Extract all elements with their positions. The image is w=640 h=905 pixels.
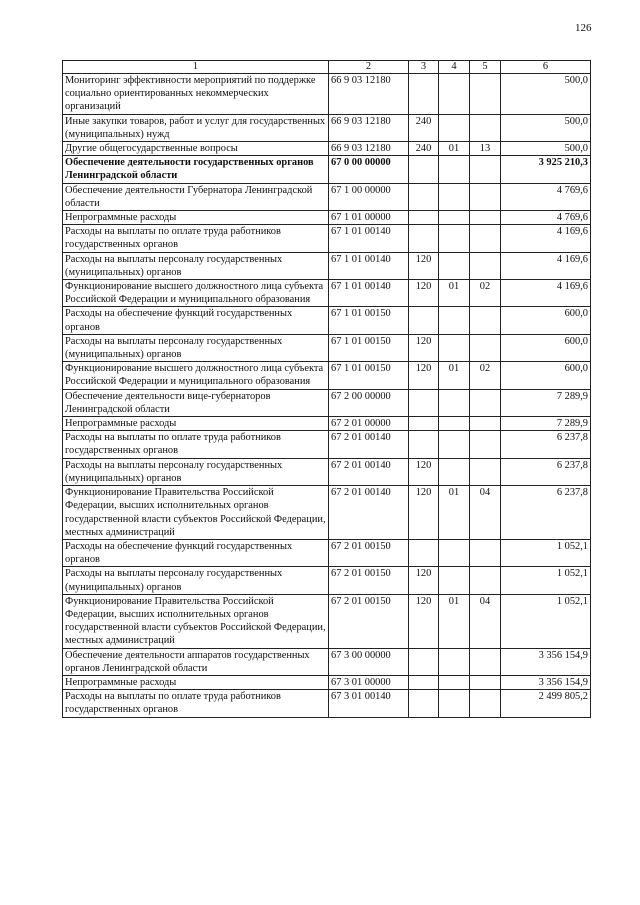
- amount-cell: 600,0: [501, 307, 591, 334]
- subsection-cell: [470, 114, 501, 141]
- table-row: [63, 539, 591, 566]
- table-row: [63, 114, 591, 141]
- subsection-cell: [470, 74, 501, 115]
- table-row: [63, 648, 591, 675]
- section-cell: [439, 690, 470, 717]
- target-code-cell: 67 1 01 00150: [329, 307, 409, 334]
- section-cell: [439, 74, 470, 115]
- target-code-cell: 66 9 03 12180: [329, 114, 409, 141]
- table-row: [63, 458, 591, 485]
- expense-type-cell: 120: [409, 252, 439, 279]
- amount-cell: 4 169,6: [501, 280, 591, 307]
- target-code-cell: 67 2 01 00150: [329, 594, 409, 648]
- expense-name-cell: Обеспечение деятельности аппаратов государственных органов Ленинградской области: [63, 648, 329, 675]
- expense-type-cell: 120: [409, 362, 439, 389]
- subsection-cell: [470, 648, 501, 675]
- section-cell: [439, 458, 470, 485]
- amount-cell: 2 499 805,2: [501, 690, 591, 717]
- expense-type-cell: [409, 648, 439, 675]
- subsection-cell: [470, 539, 501, 566]
- amount-cell: 500,0: [501, 74, 591, 115]
- expense-type-cell: [409, 156, 439, 183]
- expense-type-cell: [409, 211, 439, 225]
- section-cell: [439, 252, 470, 279]
- expense-name-cell: Непрограммные расходы: [63, 211, 329, 225]
- target-code-cell: 66 9 03 12180: [329, 74, 409, 115]
- amount-cell: 1 052,1: [501, 594, 591, 648]
- section-cell: 01: [439, 142, 470, 156]
- section-cell: 01: [439, 280, 470, 307]
- header-col-5: 5: [470, 61, 501, 74]
- table-row: [63, 594, 591, 648]
- section-cell: [439, 183, 470, 210]
- amount-cell: 6 237,8: [501, 431, 591, 458]
- expense-name-cell: Иные закупки товаров, работ и услуг для государственных (муниципальных) нужд: [63, 114, 329, 141]
- expense-name-cell: Другие общегосударственные вопросы: [63, 142, 329, 156]
- amount-cell: 600,0: [501, 334, 591, 361]
- section-cell: [439, 648, 470, 675]
- expense-type-cell: [409, 225, 439, 252]
- expense-name-cell: Расходы на выплаты персоналу государственных (муниципальных) органов: [63, 334, 329, 361]
- expense-type-cell: 120: [409, 486, 439, 540]
- section-cell: 01: [439, 362, 470, 389]
- table-row: [63, 675, 591, 689]
- table-row: [63, 280, 591, 307]
- target-code-cell: 67 1 01 00150: [329, 362, 409, 389]
- section-cell: [439, 334, 470, 361]
- expense-type-cell: 120: [409, 567, 439, 594]
- budget-table: [62, 60, 591, 718]
- subsection-cell: [470, 156, 501, 183]
- expense-name-cell: Расходы на выплаты по оплате труда работников государственных органов: [63, 225, 329, 252]
- target-code-cell: 67 1 01 00140: [329, 225, 409, 252]
- subsection-cell: 02: [470, 280, 501, 307]
- section-cell: [439, 114, 470, 141]
- section-cell: [439, 675, 470, 689]
- expense-name-cell: Расходы на обеспечение функций государственных органов: [63, 539, 329, 566]
- expense-type-cell: [409, 183, 439, 210]
- amount-cell: 4 769,6: [501, 183, 591, 210]
- target-code-cell: 67 1 01 00150: [329, 334, 409, 361]
- table-row: [63, 156, 591, 183]
- subsection-cell: [470, 567, 501, 594]
- target-code-cell: 67 2 00 00000: [329, 389, 409, 416]
- expense-name-cell: Функционирование Правительства Российской Федерации, высших исполнительных органов государственной власти субъектов Российской Федерации, местных администраций: [63, 594, 329, 648]
- target-code-cell: 67 2 01 00140: [329, 486, 409, 540]
- expense-name-cell: Мониторинг эффективности мероприятий по поддержке социально ориентированных некоммерческих организаций: [63, 74, 329, 115]
- expense-type-cell: [409, 74, 439, 115]
- table-row: [63, 211, 591, 225]
- subsection-cell: 02: [470, 362, 501, 389]
- table-row: [63, 486, 591, 540]
- expense-name-cell: Обеспечение деятельности вице-губернаторов Ленинградской области: [63, 389, 329, 416]
- header-col-6: 6: [501, 61, 591, 74]
- expense-type-cell: 240: [409, 114, 439, 141]
- amount-cell: 1 052,1: [501, 539, 591, 566]
- section-cell: [439, 225, 470, 252]
- expense-name-cell: Расходы на выплаты по оплате труда работников государственных органов: [63, 690, 329, 717]
- target-code-cell: 66 9 03 12180: [329, 142, 409, 156]
- target-code-cell: 67 3 01 00000: [329, 675, 409, 689]
- amount-cell: 500,0: [501, 114, 591, 141]
- subsection-cell: [470, 690, 501, 717]
- subsection-cell: [470, 389, 501, 416]
- expense-type-cell: 120: [409, 594, 439, 648]
- amount-cell: 4 169,6: [501, 252, 591, 279]
- expense-name-cell: Функционирование высшего должностного лица субъекта Российской Федерации и муниципального образования: [63, 280, 329, 307]
- header-row: [63, 61, 591, 74]
- amount-cell: 600,0: [501, 362, 591, 389]
- table-row: [63, 567, 591, 594]
- expense-type-cell: 240: [409, 142, 439, 156]
- header-col-4: 4: [439, 61, 470, 74]
- table-row: [63, 225, 591, 252]
- subsection-cell: 13: [470, 142, 501, 156]
- amount-cell: 500,0: [501, 142, 591, 156]
- subsection-cell: 04: [470, 594, 501, 648]
- section-cell: 01: [439, 594, 470, 648]
- expense-name-cell: Обеспечение деятельности государственных органов Ленинградской области: [63, 156, 329, 183]
- expense-type-cell: [409, 675, 439, 689]
- target-code-cell: 67 1 01 00140: [329, 280, 409, 307]
- expense-type-cell: [409, 389, 439, 416]
- target-code-cell: 67 1 01 00140: [329, 252, 409, 279]
- subsection-cell: [470, 183, 501, 210]
- table-row: [63, 252, 591, 279]
- table-row: [63, 142, 591, 156]
- amount-cell: 7 289,9: [501, 417, 591, 431]
- expense-name-cell: Расходы на выплаты персоналу государственных (муниципальных) органов: [63, 252, 329, 279]
- target-code-cell: 67 1 01 00000: [329, 211, 409, 225]
- expense-name-cell: Расходы на выплаты персоналу государственных (муниципальных) органов: [63, 567, 329, 594]
- expense-type-cell: 120: [409, 280, 439, 307]
- amount-cell: 3 356 154,9: [501, 675, 591, 689]
- target-code-cell: 67 3 00 00000: [329, 648, 409, 675]
- page-number: 126: [575, 22, 592, 34]
- subsection-cell: 04: [470, 486, 501, 540]
- table-row: [63, 334, 591, 361]
- expense-name-cell: Непрограммные расходы: [63, 675, 329, 689]
- amount-cell: 3 925 210,3: [501, 156, 591, 183]
- amount-cell: 3 356 154,9: [501, 648, 591, 675]
- header-col-1: 1: [63, 61, 329, 74]
- target-code-cell: 67 2 01 00150: [329, 567, 409, 594]
- table-header: [63, 61, 591, 74]
- expense-type-cell: [409, 417, 439, 431]
- subsection-cell: [470, 458, 501, 485]
- section-cell: 01: [439, 486, 470, 540]
- amount-cell: 7 289,9: [501, 389, 591, 416]
- expense-name-cell: Функционирование высшего должностного лица субъекта Российской Федерации и муниципального образования: [63, 362, 329, 389]
- table-row: [63, 431, 591, 458]
- expense-name-cell: Непрограммные расходы: [63, 417, 329, 431]
- subsection-cell: [470, 307, 501, 334]
- target-code-cell: 67 1 00 00000: [329, 183, 409, 210]
- section-cell: [439, 431, 470, 458]
- table-body: [63, 74, 591, 718]
- subsection-cell: [470, 431, 501, 458]
- section-cell: [439, 211, 470, 225]
- target-code-cell: 67 2 01 00000: [329, 417, 409, 431]
- subsection-cell: [470, 417, 501, 431]
- table-row: [63, 74, 591, 115]
- header-col-3: 3: [409, 61, 439, 74]
- target-code-cell: 67 2 01 00150: [329, 539, 409, 566]
- target-code-cell: 67 2 01 00140: [329, 431, 409, 458]
- amount-cell: 6 237,8: [501, 486, 591, 540]
- section-cell: [439, 567, 470, 594]
- subsection-cell: [470, 252, 501, 279]
- expense-name-cell: Расходы на выплаты по оплате труда работников государственных органов: [63, 431, 329, 458]
- section-cell: [439, 417, 470, 431]
- subsection-cell: [470, 211, 501, 225]
- expense-type-cell: 120: [409, 458, 439, 485]
- expense-type-cell: [409, 539, 439, 566]
- amount-cell: 4 769,6: [501, 211, 591, 225]
- expense-name-cell: Расходы на обеспечение функций государственных органов: [63, 307, 329, 334]
- amount-cell: 6 237,8: [501, 458, 591, 485]
- table-row: [63, 307, 591, 334]
- section-cell: [439, 539, 470, 566]
- expense-name-cell: Обеспечение деятельности Губернатора Ленинградской области: [63, 183, 329, 210]
- expense-name-cell: Функционирование Правительства Российской Федерации, высших исполнительных органов государственной власти субъектов Российской Федерации, местных администраций: [63, 486, 329, 540]
- section-cell: [439, 156, 470, 183]
- expense-type-cell: 120: [409, 334, 439, 361]
- table-row: [63, 183, 591, 210]
- table-row: [63, 362, 591, 389]
- target-code-cell: 67 2 01 00140: [329, 458, 409, 485]
- section-cell: [439, 307, 470, 334]
- target-code-cell: 67 3 01 00140: [329, 690, 409, 717]
- table-row: [63, 389, 591, 416]
- expense-name-cell: Расходы на выплаты персоналу государственных (муниципальных) органов: [63, 458, 329, 485]
- amount-cell: 1 052,1: [501, 567, 591, 594]
- expense-type-cell: [409, 690, 439, 717]
- amount-cell: 4 169,6: [501, 225, 591, 252]
- table-row: [63, 690, 591, 717]
- expense-type-cell: [409, 431, 439, 458]
- subsection-cell: [470, 675, 501, 689]
- target-code-cell: 67 0 00 00000: [329, 156, 409, 183]
- expense-type-cell: [409, 307, 439, 334]
- table-row: [63, 417, 591, 431]
- subsection-cell: [470, 225, 501, 252]
- header-col-2: 2: [329, 61, 409, 74]
- section-cell: [439, 389, 470, 416]
- subsection-cell: [470, 334, 501, 361]
